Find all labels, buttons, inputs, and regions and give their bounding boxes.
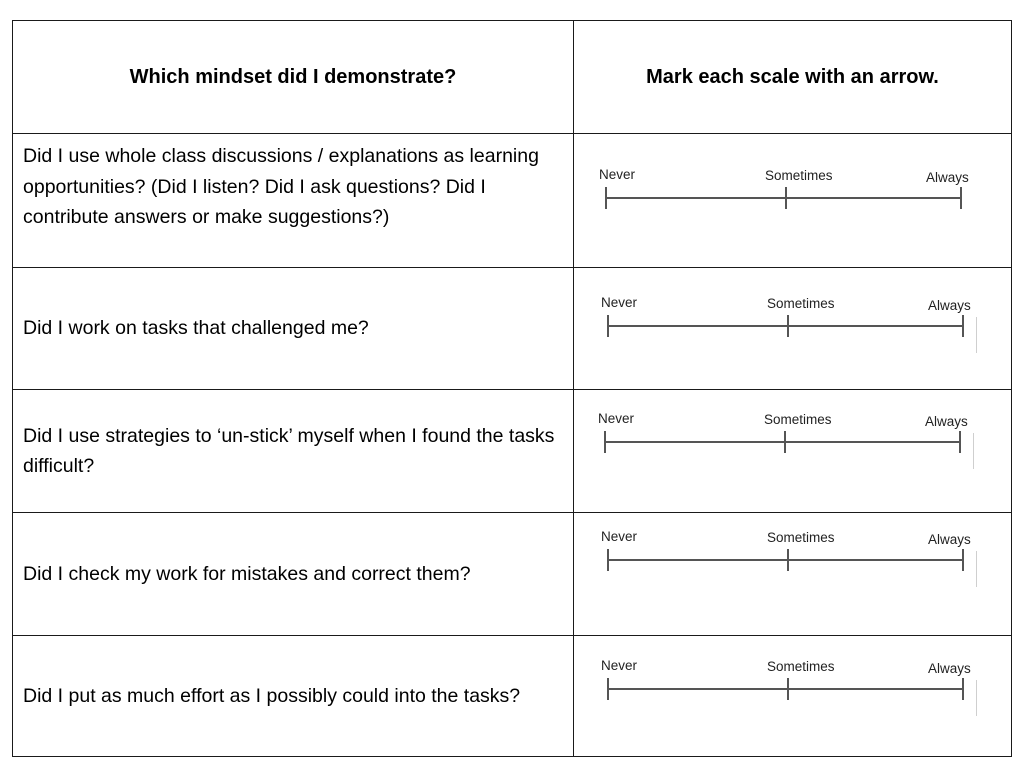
scale-cell[interactable] <box>574 390 1011 512</box>
mindset-column-header: Which mindset did I demonstrate? <box>129 65 457 88</box>
scale-tick-never <box>607 549 609 571</box>
frequency-scale[interactable] <box>601 658 981 718</box>
question-cell <box>13 390 573 512</box>
scale-tick-sometimes <box>787 315 789 337</box>
scale-tick-sometimes <box>787 549 789 571</box>
question-cell <box>13 134 573 267</box>
scale-line <box>605 197 961 199</box>
question-text: Did I work on tasks that challenged me? <box>23 317 369 340</box>
question-text: Did I put as much effort as I possibly could into the tasks? <box>23 684 521 707</box>
scale-tick-never <box>607 315 609 337</box>
table-row <box>13 390 1011 513</box>
scale-label-never: Never <box>599 167 636 182</box>
header-cell-right <box>574 21 1011 133</box>
self-assessment-table <box>12 20 1012 757</box>
scale-label-sometimes: Sometimes <box>767 296 835 311</box>
scale-edge-line <box>973 433 974 469</box>
scale-label-never: Never <box>601 658 638 673</box>
question-text: Did I use strategies to ‘un-stick’ myself when I found the tasks difficult? <box>23 424 555 477</box>
header-row <box>13 21 1011 134</box>
table-row <box>13 268 1011 390</box>
scale-tick-always <box>962 678 964 700</box>
scale-line <box>607 325 963 327</box>
scale-label-always: Always <box>925 414 968 429</box>
scale-tick-never <box>605 187 607 209</box>
scale-label-always: Always <box>928 298 971 313</box>
scale-tick-sometimes <box>784 431 786 453</box>
question-text: Did I check my work for mistakes and correct them? <box>23 562 471 585</box>
scale-label-always: Always <box>928 661 971 676</box>
scale-cell[interactable] <box>574 513 1011 635</box>
frequency-scale[interactable] <box>599 167 979 227</box>
scale-tick-sometimes <box>785 187 787 209</box>
scale-line <box>607 559 963 561</box>
scale-tick-always <box>959 431 961 453</box>
scale-label-always: Always <box>926 170 969 185</box>
table-row <box>13 636 1011 756</box>
scale-label-never: Never <box>601 529 638 544</box>
scale-tick-never <box>607 678 609 700</box>
scale-label-never: Never <box>598 411 635 426</box>
scale-edge-line <box>976 317 977 353</box>
question-text: Did I use whole class discussions / explanations as learning opportunities? (Did I listen? Did I ask questions? Did I contribute answers or make suggestions?) <box>23 145 539 228</box>
frequency-scale[interactable] <box>598 411 978 471</box>
frequency-scale[interactable] <box>601 295 981 355</box>
frequency-scale[interactable] <box>601 529 981 589</box>
scale-label-sometimes: Sometimes <box>767 530 835 545</box>
header-cell-left <box>13 21 573 133</box>
scale-label-never: Never <box>601 295 638 310</box>
scale-cell[interactable] <box>574 134 1011 267</box>
question-cell <box>13 513 573 635</box>
scale-tick-never <box>604 431 606 453</box>
scale-label-sometimes: Sometimes <box>767 659 835 674</box>
scale-tick-always <box>960 187 962 209</box>
table-row <box>13 134 1011 268</box>
scale-tick-sometimes <box>787 678 789 700</box>
scale-edge-line <box>976 680 977 716</box>
scale-label-always: Always <box>928 532 971 547</box>
scale-cell[interactable] <box>574 268 1011 389</box>
scale-tick-always <box>962 549 964 571</box>
question-cell <box>13 268 573 389</box>
scale-label-sometimes: Sometimes <box>764 412 832 427</box>
scale-tick-always <box>962 315 964 337</box>
scale-edge-line <box>976 551 977 587</box>
scale-line <box>607 688 963 690</box>
scale-column-header: Mark each scale with an arrow. <box>646 65 939 88</box>
question-cell <box>13 636 573 756</box>
table-row <box>13 513 1011 636</box>
scale-line <box>604 441 960 443</box>
scale-label-sometimes: Sometimes <box>765 168 833 183</box>
scale-cell[interactable] <box>574 636 1011 756</box>
